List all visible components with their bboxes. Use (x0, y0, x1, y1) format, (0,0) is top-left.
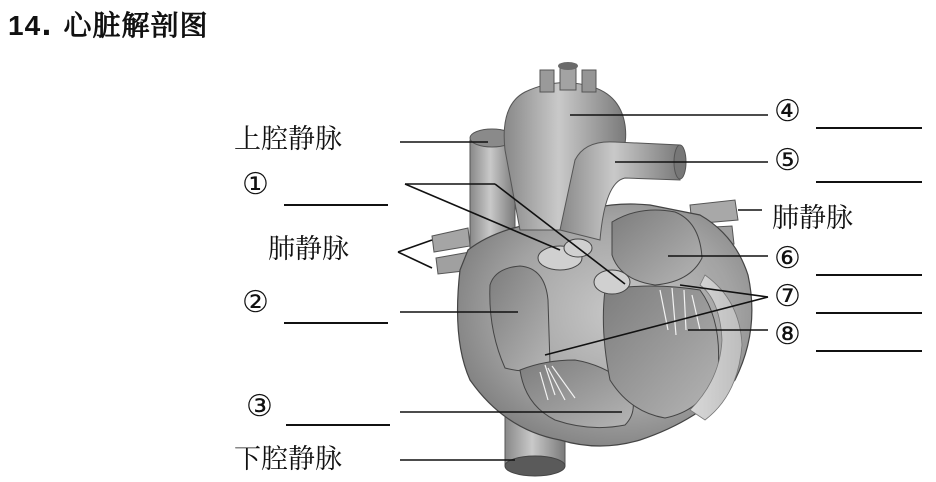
answer-blank-1[interactable] (284, 204, 388, 206)
question-dot: . (41, 9, 53, 42)
question-number: 14 (8, 10, 42, 41)
label-number-8: ⑧ (774, 317, 801, 352)
answer-blank-4[interactable] (816, 127, 922, 129)
answer-blank-5[interactable] (816, 181, 922, 183)
label-number-4: ④ (774, 94, 801, 129)
answer-blank-7[interactable] (816, 312, 922, 314)
label-number-5: ⑤ (774, 143, 801, 178)
label-number-6: ⑥ (774, 241, 801, 276)
question-text: 心脏解剖图 (63, 9, 209, 42)
label-number-7: ⑦ (774, 279, 801, 314)
label-pulmonary-vein-left: 肺静脉 (268, 234, 349, 265)
answer-blank-2[interactable] (284, 322, 388, 324)
label-inferior-vena-cava: 下腔静脉 (234, 444, 342, 475)
label-number-1: ① (242, 167, 269, 202)
answer-blank-6[interactable] (816, 274, 922, 276)
label-number-3: ③ (246, 389, 273, 424)
label-number-2: ② (242, 285, 269, 320)
answer-blank-3[interactable] (286, 424, 390, 426)
label-superior-vena-cava: 上腔静脉 (234, 124, 342, 155)
answer-blank-8[interactable] (816, 350, 922, 352)
label-pulmonary-vein-right: 肺静脉 (772, 203, 853, 234)
